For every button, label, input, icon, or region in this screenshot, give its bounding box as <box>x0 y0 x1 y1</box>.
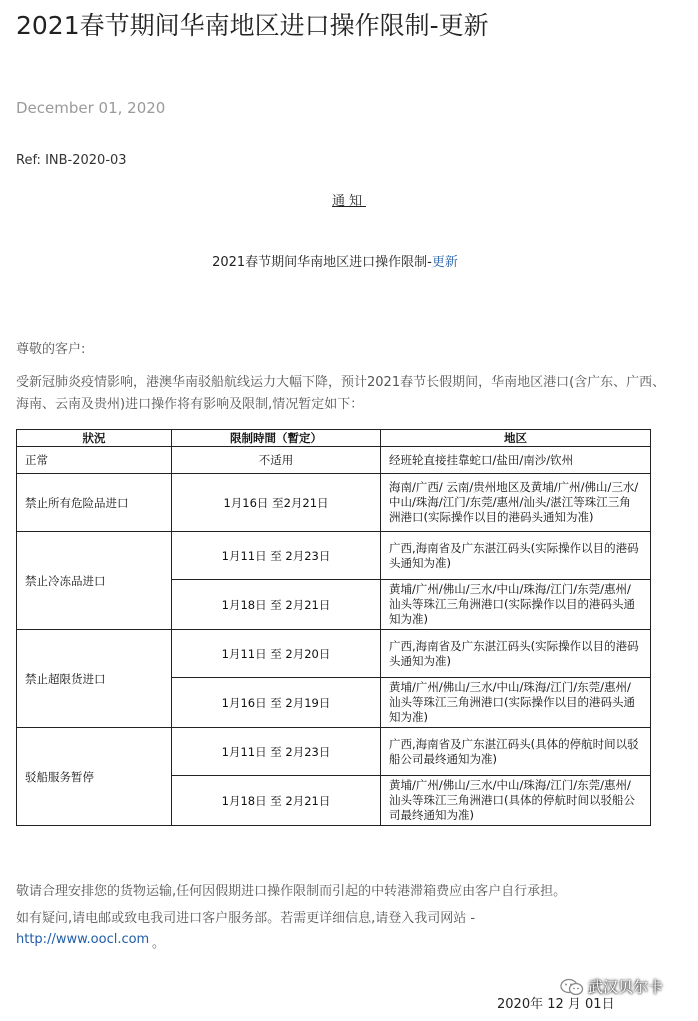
signature-date: 2020年 12 月 01日 <box>497 997 615 1012</box>
region-cell: 经班轮直接挂靠蛇口/盐田/南沙/钦州 <box>381 447 651 474</box>
header-status: 狀況 <box>17 430 172 447</box>
table-row <box>17 630 651 678</box>
contact-paragraph: 如有疑问,请电邮或致电我司进口客户服务部。若需更详细信息,请登入我司网站 - <box>16 911 476 926</box>
notice-subtitle <box>0 251 670 270</box>
greeting: 尊敬的客户: <box>16 342 86 357</box>
website-punctuation: 。 <box>152 936 166 951</box>
table-row <box>17 474 651 532</box>
subtitle-main: 2021春节期间华南地区进口操作限制- <box>212 255 432 270</box>
period-cell: 不适用 <box>172 447 381 474</box>
region-cell: 黄埔/广州/佛山/三水/中山/珠海/江门/东莞/惠州/汕头等珠江三角洲港口(具体的停航时间以驳船公司最终通知为准) <box>381 776 651 826</box>
table-row <box>17 447 651 474</box>
table-header-row <box>17 430 651 447</box>
period-cell: 1月16日 至2月21日 <box>172 474 381 532</box>
period-cell: 1月11日 至 2月23日 <box>172 532 381 580</box>
status-cell: 禁止超限货进口 <box>17 630 172 728</box>
region-cell: 海南/广西/ 云南/贵州地区及黄埔/广州/佛山/三水/中山/珠海/江门/东莞/惠州/汕头/湛江等珠江三角洲港口(实际操作以目的港码头通知为准) <box>381 474 651 532</box>
header-region: 地区 <box>381 430 651 447</box>
header-period: 限制時間（暫定） <box>172 430 381 447</box>
region-cell: 广西,海南省及广东湛江码头(实际操作以目的港码头通知为准) <box>381 630 651 678</box>
period-cell: 1月16日 至 2月19日 <box>172 678 381 728</box>
table-row <box>17 728 651 776</box>
period-cell: 1月11日 至 2月20日 <box>172 630 381 678</box>
region-cell: 广西,海南省及广东湛江码头(具体的停航时间以驳船公司最终通知为准) <box>381 728 651 776</box>
notice-heading: 通知 <box>331 194 366 209</box>
period-cell: 1月18日 至 2月21日 <box>172 776 381 826</box>
region-cell: 广西,海南省及广东湛江码头(实际操作以目的港码头通知为准) <box>381 532 651 580</box>
watermark <box>560 976 663 997</box>
page-title: 2021春节期间华南地区进口操作限制-更新 <box>16 11 489 40</box>
region-cell: 黄埔/广州/佛山/三水/中山/珠海/江门/东莞/惠州/汕头等珠江三角洲港口(实际操作以目的港码头通知为准) <box>381 678 651 728</box>
status-cell: 禁止所有危险品进口 <box>17 474 172 532</box>
website-link[interactable]: http://www.oocl.com <box>16 932 150 947</box>
wechat-icon <box>560 978 584 996</box>
status-cell: 正常 <box>17 447 172 474</box>
table-row <box>17 532 651 580</box>
intro-paragraph: 受新冠肺炎疫情影响，港澳华南驳船航线运力大幅下降，预计2021春节长假期间，华南地区港口(含广东、广西、海南、云南及贵州)进口操作将有影响及限制,情况暂定如下： <box>16 375 666 412</box>
publish-date: December 01, 2020 <box>16 99 166 117</box>
status-cell: 驳船服务暂停 <box>17 728 172 826</box>
period-cell: 1月11日 至 2月23日 <box>172 728 381 776</box>
subtitle-highlight: 更新 <box>431 255 458 270</box>
restrictions-table <box>16 429 651 826</box>
reference-number: Ref: INB-2020-03 <box>16 153 127 168</box>
status-cell: 禁止冷冻品进口 <box>17 532 172 630</box>
period-cell: 1月18日 至 2月21日 <box>172 580 381 630</box>
region-cell: 黄埔/广州/佛山/三水/中山/珠海/江门/东莞/惠州/汕头等珠江三角洲港口(实际操作以目的港码头通知为准) <box>381 580 651 630</box>
watermark-text: 武汉贝尔卡 <box>588 978 664 996</box>
closing-paragraph: 敬请合理安排您的货物运输,任何因假期进口操作限制而引起的中转港滞箱费应由客户自行承担。 <box>16 884 567 899</box>
